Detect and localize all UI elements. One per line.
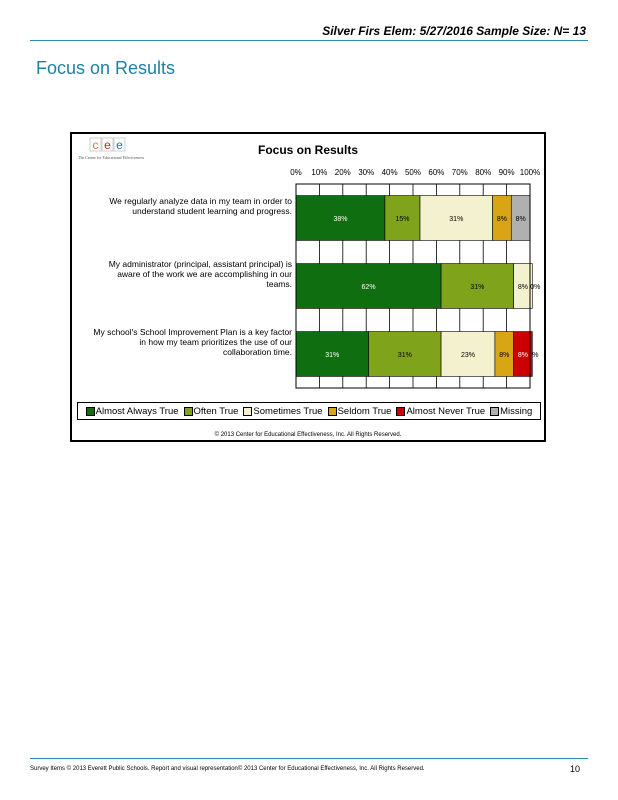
x-tick-label: 60% (428, 168, 445, 177)
logo-letter-e1: e (104, 138, 111, 152)
legend-item (184, 406, 239, 417)
legend-swatch (328, 407, 337, 416)
chart-frame (70, 132, 546, 442)
legend-item (328, 406, 392, 417)
data-label: % (532, 352, 539, 359)
category-label: teams. (266, 279, 292, 289)
data-label: 62% (361, 284, 376, 291)
x-tick-label: 90% (498, 168, 515, 177)
category-label: My administrator (principal, assistant principal) is (108, 259, 292, 269)
category-label: aware of the work we are accomplishing in our (117, 269, 292, 279)
logo-letter-e2: e (116, 138, 123, 152)
data-label: 38% (333, 216, 348, 223)
data-label: 31% (397, 352, 412, 359)
data-label: 8% (517, 284, 529, 291)
chart-legend (77, 402, 541, 420)
data-label: 0% (530, 284, 541, 291)
chart-title: Focus on Results (257, 143, 358, 157)
legend-swatch (396, 407, 405, 416)
legend-label: Sometimes True (253, 405, 323, 417)
data-label: 23% (460, 352, 475, 359)
category-label: We regularly analyze data in my team in order to (109, 196, 292, 206)
data-label: 8% (517, 352, 529, 359)
x-tick-label: 70% (451, 168, 468, 177)
logo-subtitle: The Center for Educational Effectiveness (78, 155, 145, 160)
legend-item (243, 406, 322, 417)
x-tick-label: 20% (334, 168, 351, 177)
category-label: collaboration time. (223, 347, 292, 357)
footer-text: Survey Items © 2013 Everett Public Schools. Report and visual representation© 2013 Center for Educational Effectiveness, Inc. All Rights Reserved. (30, 766, 425, 772)
page-title: Focus on Results (36, 58, 176, 78)
category-label: in how my team prioritizes the use of our (139, 337, 292, 347)
data-label: 31% (449, 216, 464, 223)
legend-swatch (184, 407, 193, 416)
legend-swatch (86, 407, 95, 416)
legend-item (490, 406, 532, 417)
legend-label: Seldom True (337, 405, 392, 417)
legend-label: Often True (193, 405, 239, 417)
page-number: 10 (570, 764, 581, 774)
legend-label: Missing (500, 405, 533, 417)
logo-letter-c: c (92, 138, 99, 152)
stacked-bar-chart (72, 134, 544, 400)
data-label: 31% (470, 284, 485, 291)
x-tick-label: 80% (475, 168, 492, 177)
x-tick-label: 50% (404, 168, 422, 177)
x-tick-label: 30% (358, 168, 375, 177)
data-label: 8% (515, 216, 526, 223)
legend-label: Almost Always True (95, 405, 179, 417)
header-rule (30, 40, 588, 41)
legend-swatch (490, 407, 499, 416)
legend-label: Almost Never True (406, 405, 486, 417)
data-label: 8% (496, 216, 507, 223)
data-label: 31% (325, 352, 340, 359)
x-tick-label: 10% (311, 168, 328, 177)
x-tick-label: 0% (290, 168, 302, 177)
report-header: Silver Firs Elem: 5/27/2016 Sample Size: N= 13 (322, 24, 586, 38)
legend-item (86, 406, 179, 417)
legend-swatch (243, 407, 252, 416)
data-label: 15% (395, 216, 410, 223)
x-tick-label: 40% (381, 168, 398, 177)
category-label: My school's School Improvement Plan is a key factor (93, 327, 292, 337)
x-tick-label: 100% (519, 168, 541, 177)
data-label: 8% (499, 352, 510, 359)
footer-rule (30, 758, 588, 759)
chart-copyright: © 2013 Center for Educational Effectiveness, Inc. All Rights Reserved. (214, 432, 402, 438)
legend-item (396, 406, 485, 417)
category-label: understand student learning and progress. (132, 206, 292, 216)
